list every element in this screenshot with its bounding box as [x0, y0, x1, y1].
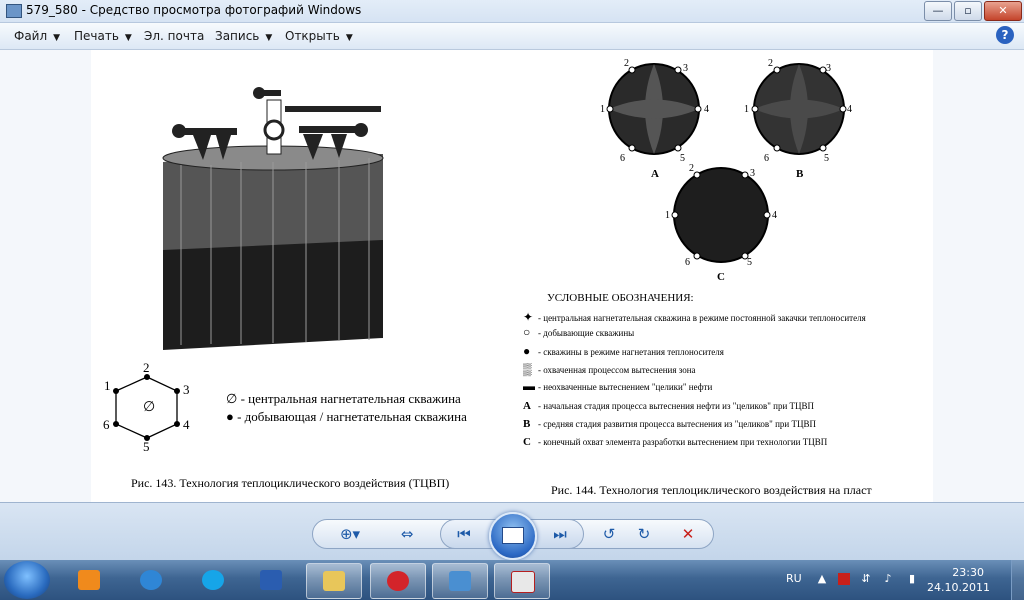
- taskbar-word[interactable]: [244, 563, 298, 597]
- chevron-down-icon: ▼: [265, 33, 273, 43]
- menu-file-label: Файл: [14, 29, 48, 43]
- svg-text:4: 4: [772, 210, 777, 221]
- network-icon[interactable]: ▮: [908, 572, 916, 585]
- svg-text:6: 6: [764, 153, 769, 164]
- figure-144-caption: Рис. 144. Технология теплоциклического воздействия на пласт: [551, 483, 872, 497]
- legend-symbol: ✦: [523, 310, 534, 324]
- photo-viewer-area: [0, 50, 1024, 502]
- svg-text:3: 3: [683, 63, 688, 74]
- menu-open-label: Открыть: [285, 29, 340, 43]
- folder-icon: [323, 571, 345, 591]
- viewer-control-bar: [0, 502, 1024, 561]
- previous-icon[interactable]: ⏮: [457, 525, 471, 543]
- svg-text:6: 6: [685, 257, 690, 268]
- menu-print-label: Печать: [74, 29, 119, 43]
- tray-app-icon[interactable]: [838, 573, 850, 585]
- scanned-page-image: [91, 50, 933, 502]
- svg-text:3: 3: [826, 63, 831, 74]
- well-label-2: 2: [143, 360, 150, 375]
- menu-email[interactable]: [144, 29, 204, 43]
- chevron-down-icon: ▼: [53, 33, 61, 43]
- taskbar-acrobat[interactable]: [494, 563, 550, 599]
- svg-text:2: 2: [689, 163, 694, 174]
- minimize-button[interactable]: —: [924, 1, 952, 21]
- maximize-button[interactable]: ▫: [954, 1, 982, 21]
- legend-item: - скважины в режиме нагнетания теплоносителя: [538, 347, 724, 357]
- volume-icon[interactable]: ♪: [884, 572, 892, 585]
- menu-print[interactable]: [74, 29, 132, 43]
- element-label-a: A: [651, 168, 659, 180]
- well-label-5: 5: [143, 439, 150, 454]
- svg-text:1: 1: [600, 104, 605, 115]
- element-B: [744, 58, 852, 180]
- well-label-3: 3: [183, 382, 190, 397]
- chevron-down-icon: ▼: [345, 33, 353, 43]
- title-bar: [0, 0, 1024, 23]
- legend-item: - начальная стадия процесса вытеснения нефти из "целиков" при ТЦВП: [538, 401, 815, 411]
- window-title: 579_580 - Средство просмотра фотографий Windows: [26, 3, 362, 17]
- rotate-left-icon[interactable]: ↺: [602, 525, 616, 543]
- scanned-figures: [91, 50, 933, 502]
- internet-explorer-icon: [140, 570, 162, 590]
- svg-text:3: 3: [750, 168, 755, 179]
- taskbar-app-red[interactable]: [370, 563, 426, 599]
- media-player-icon: [78, 570, 100, 590]
- legend-symbol: A: [523, 400, 531, 412]
- svg-text:5: 5: [824, 153, 829, 164]
- chevron-down-icon: ▼: [124, 33, 132, 43]
- svg-text:∅: ∅: [143, 400, 156, 415]
- legend-item: - неохваченные вытеснением "целики" нефти: [538, 382, 713, 392]
- legend-list: [523, 310, 866, 448]
- legend-center-well: ∅ - центральная нагнетательная скважина: [226, 391, 461, 406]
- help-icon[interactable]: ?: [996, 26, 1014, 44]
- taskbar-skype[interactable]: [186, 563, 240, 597]
- element-C: [665, 163, 777, 283]
- legend-symbol: ○: [523, 325, 531, 339]
- svg-text:2: 2: [624, 58, 629, 69]
- menu-burn-label: Запись: [215, 29, 260, 43]
- taskbar-explorer[interactable]: [306, 563, 362, 599]
- language-indicator[interactable]: RU: [786, 572, 802, 585]
- slideshow-icon: [502, 527, 524, 544]
- legend-item: - центральная нагнетательная скважина в режиме постоянной закачки теплоносителя: [538, 313, 866, 323]
- hexagon-well-pattern: [103, 360, 190, 454]
- well-label-4: 4: [183, 417, 190, 432]
- legend-item: - конечный охват элемента разработки вытеснением при технологии ТЦВП: [538, 437, 828, 447]
- svg-text:4: 4: [847, 104, 852, 115]
- menu-open[interactable]: [285, 29, 353, 43]
- svg-text:6: 6: [620, 153, 625, 164]
- photo-viewer-icon: [449, 571, 471, 591]
- zoom-icon[interactable]: ⊕▾: [339, 525, 361, 543]
- skype-icon: [202, 570, 224, 590]
- reservoir-illustration: [163, 87, 383, 350]
- svg-text:1: 1: [744, 104, 749, 115]
- legend-symbol: ▒: [523, 362, 532, 376]
- menu-email-label: Эл. почта: [144, 29, 205, 43]
- menu-file[interactable]: [14, 29, 60, 43]
- legend-symbol: ▬: [523, 379, 535, 393]
- taskbar: [0, 560, 1024, 600]
- photo-viewer-app-icon: [6, 4, 22, 18]
- legend-symbol: C: [523, 436, 531, 448]
- svg-text:5: 5: [747, 257, 752, 268]
- system-tray: [774, 560, 1024, 600]
- figure-143-caption: Рис. 143. Технология теплоциклического воздействия (ТЦВП): [131, 476, 450, 490]
- legend-symbol: ●: [523, 344, 531, 358]
- legend-item: - охваченная процессом вытеснения зона: [538, 365, 696, 375]
- svg-text:4: 4: [704, 104, 709, 115]
- taskbar-media-player[interactable]: [62, 563, 116, 597]
- pdf-icon: [511, 571, 535, 593]
- element-A: [600, 58, 709, 180]
- slideshow-button[interactable]: [489, 512, 537, 560]
- taskbar-internet-explorer[interactable]: [124, 563, 178, 597]
- show-desktop-button[interactable]: [1011, 560, 1024, 600]
- svg-text:1: 1: [665, 210, 670, 221]
- next-icon[interactable]: ⏭: [553, 525, 567, 543]
- delete-icon[interactable]: ✕: [681, 525, 695, 543]
- element-label-c: C: [717, 271, 725, 283]
- menu-bar: [0, 23, 1024, 50]
- legend-title: УСЛОВНЫЕ ОБОЗНАЧЕНИЯ:: [547, 292, 694, 304]
- rotate-right-icon[interactable]: ↻: [637, 525, 651, 543]
- word-icon: [260, 570, 282, 590]
- red-app-icon: [387, 571, 409, 591]
- legend-item: - средняя стадия развития процесса вытеснения из "целиков" при ТЦВП: [538, 419, 816, 429]
- taskbar-photo-viewer[interactable]: [432, 563, 488, 599]
- usb-device-icon[interactable]: ⇵: [861, 572, 871, 585]
- svg-text:5: 5: [680, 153, 685, 164]
- clock-date[interactable]: 24.10.2011: [927, 581, 990, 594]
- legend-item: - добывающие скважины: [538, 328, 635, 338]
- start-button[interactable]: [4, 561, 50, 599]
- legend-symbol: B: [523, 418, 531, 430]
- show-hidden-icons-icon[interactable]: ▲: [817, 572, 827, 585]
- legend-production-well: ● - добывающая / нагнетательная скважина: [226, 409, 467, 424]
- menu-burn[interactable]: [215, 29, 272, 43]
- close-button[interactable]: ✕: [984, 1, 1022, 21]
- clock-time[interactable]: 23:30: [952, 566, 984, 579]
- well-label-1: 1: [104, 378, 111, 393]
- actual-size-icon[interactable]: ⇔: [400, 525, 414, 543]
- svg-text:2: 2: [768, 58, 773, 69]
- well-label-6: 6: [103, 417, 110, 432]
- element-label-b: B: [796, 168, 804, 180]
